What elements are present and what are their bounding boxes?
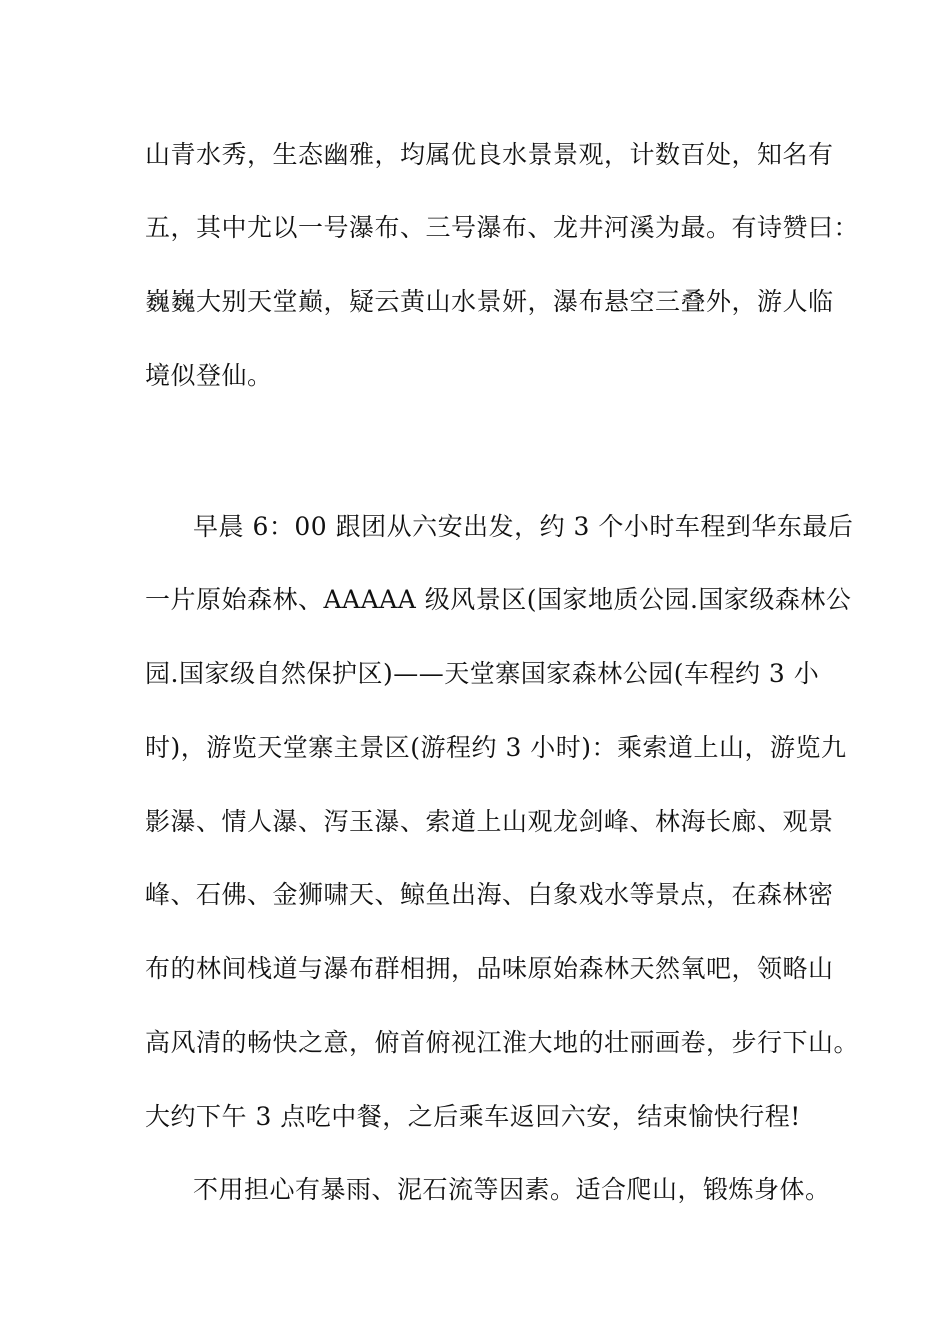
text-line: 峰、石佛、金狮啸天、鲸鱼出海、白象戏水等景点，在森林密: [145, 880, 834, 909]
text-line: 布的林间栈道与瀑布群相拥，品味原始森林天然氧吧，领略山: [145, 954, 834, 983]
text-line: 一片原始森林、AAAAA 级风景区(国家地质公园.国家级森林公: [145, 585, 852, 614]
text-line: 影瀑、情人瀑、泻玉瀑、索道上山观龙剑峰、林海长廊、观景: [145, 807, 834, 836]
text-line: 巍巍大别天堂巅，疑云黄山水景妍，瀑布悬空三叠外，游人临: [145, 287, 834, 316]
text-line: 高风清的畅快之意，俯首俯视江淮大地的壮丽画卷，步行下山。: [145, 1028, 860, 1057]
text-line: 山青水秀，生态幽雅，均属优良水景景观，计数百处，知名有: [145, 140, 834, 169]
text-line: 境似登仙。: [145, 361, 273, 390]
text-line: 大约下午 3 点吃中餐，之后乘车返回六安，结束愉快行程!: [145, 1102, 801, 1131]
text-line: 早晨 6：00 跟团从六安出发，约 3 个小时车程到华东最后: [193, 512, 854, 541]
text-line: 园.国家级自然保护区)——天堂寨国家森林公园(车程约 3 小: [145, 659, 820, 688]
text-line: 时)，游览天堂寨主景区(游程约 3 小时)：乘索道上山，游览九: [145, 733, 847, 762]
text-line: 五，其中尤以一号瀑布、三号瀑布、龙井河溪为最。有诗赞曰：: [145, 213, 860, 242]
text-line: 不用担心有暴雨、泥石流等因素。适合爬山，锻炼身体。: [193, 1175, 831, 1204]
